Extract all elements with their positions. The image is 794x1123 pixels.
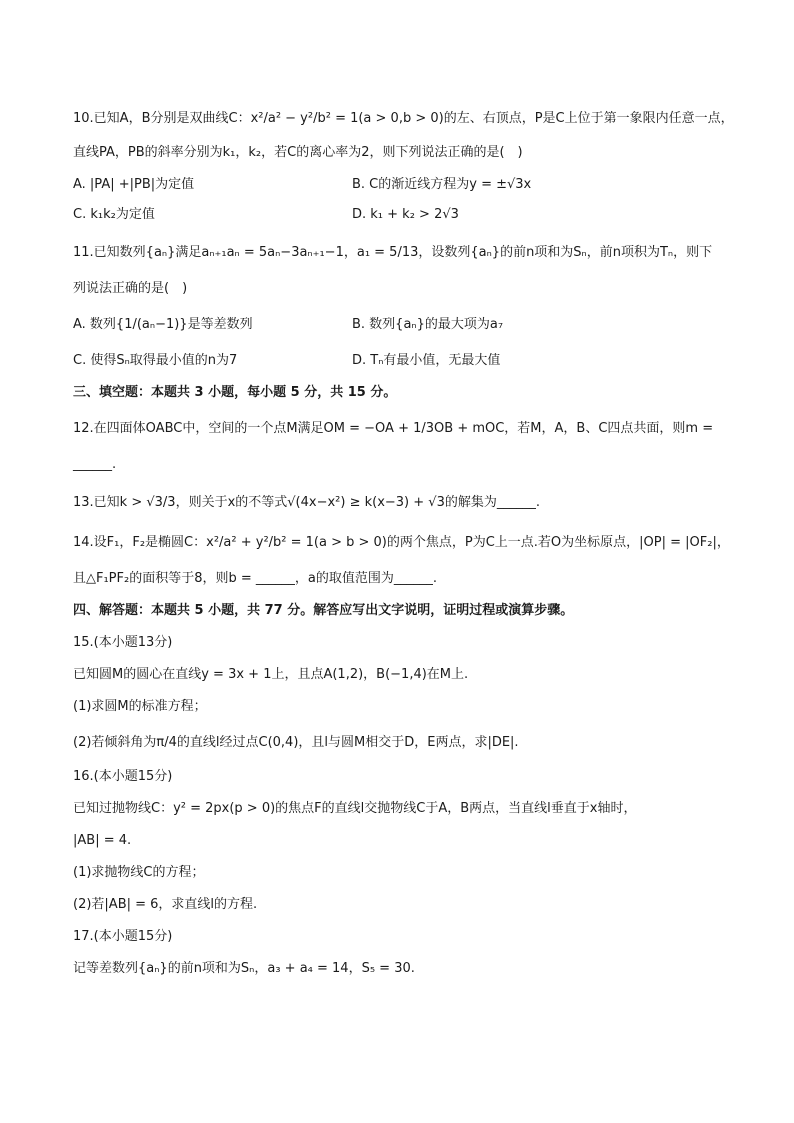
section-4-heading: 四、解答题：本题共 5 小题，共 77 分。解答应写出文字说明，证明过程或演算步骤。 bbox=[73, 603, 574, 618]
q16-stem-line1: 已知过抛物线C：y² = 2px(p > 0)的焦点F的直线l交抛物线C于A，B两点，当直线l垂直于x轴时， bbox=[73, 801, 637, 816]
q10-line1: 10.已知A，B分别是双曲线C：x²/a² − y²/b² = 1(a > 0,b > 0)的左、右顶点，P是C上位于第一象限内任意一点， bbox=[73, 111, 734, 126]
q16-part2: (2)若|AB| = 6，求直线l的方程. bbox=[73, 897, 258, 912]
q14-line1: 14.设F₁，F₂是椭圆C：x²/a² + y²/b² = 1(a > b > 0)的两个焦点，P为C上一点.若O为坐标原点，|OP| = |OF₂|， bbox=[73, 535, 730, 550]
q15-heading: 15.(本小题13分) bbox=[73, 635, 173, 650]
q11-option-b: B. 数列{aₙ}的最大项为a₇ bbox=[352, 317, 504, 332]
q16-stem-line2: |AB| = 4. bbox=[73, 833, 132, 848]
q10-option-a: A. |PA| +|PB|为定值 bbox=[73, 177, 195, 192]
q14-line2: 且△F₁PF₂的面积等于8，则b = ______，a的取值范围为______. bbox=[73, 571, 437, 586]
q11-option-d: D. Tₙ有最小值，无最大值 bbox=[352, 353, 501, 368]
q16-heading: 16.(本小题15分) bbox=[73, 769, 173, 784]
q16-part1: (1)求抛物线C的方程； bbox=[73, 865, 205, 880]
q11-option-c: C. 使得Sₙ取得最小值的n为7 bbox=[73, 353, 238, 368]
q12-line1: 12.在四面体OABC中，空间的一个点M满足OM = −OA + 1/3OB + mOC，若M，A，B、C四点共面，则m = bbox=[73, 421, 714, 436]
q10-option-d: D. k₁ + k₂ > 2√3 bbox=[352, 207, 459, 222]
q15-part2: (2)若倾斜角为π/4的直线l经过点C(0,4)，且l与圆M相交于D，E两点，求|DE|. bbox=[73, 735, 519, 750]
q13-line: 13.已知k > √3/3，则关于x的不等式√(4x−x²) ≥ k(x−3) + √3的解集为______. bbox=[73, 495, 540, 510]
q17-stem: 记等差数列{aₙ}的前n项和为Sₙ，a₃ + a₄ = 14，S₅ = 30. bbox=[73, 961, 415, 976]
q12-line2: ______. bbox=[73, 457, 117, 472]
q10-option-b: B. C的渐近线方程为y = ±√3x bbox=[352, 177, 532, 192]
q15-stem: 已知圆M的圆心在直线y = 3x + 1上，且点A(1,2)，B(−1,4)在M上. bbox=[73, 667, 469, 682]
q10-line2: 直线PA，PB的斜率分别为k₁，k₂，若C的离心率为2，则下列说法正确的是( ) bbox=[73, 145, 523, 160]
q11-line2: 列说法正确的是( ) bbox=[73, 281, 188, 296]
q10-option-c: C. k₁k₂为定值 bbox=[73, 207, 155, 222]
q15-part1: (1)求圆M的标准方程； bbox=[73, 699, 207, 714]
section-3-heading: 三、填空题：本题共 3 小题，每小题 5 分，共 15 分。 bbox=[73, 385, 397, 400]
q11-option-a: A. 数列{1/(aₙ−1)}是等差数列 bbox=[73, 317, 253, 332]
q17-heading: 17.(本小题15分) bbox=[73, 929, 173, 944]
q11-line1: 11.已知数列{aₙ}满足aₙ₊₁aₙ = 5aₙ−3aₙ₊₁−1，a₁ = 5/13，设数列{aₙ}的前n项和为Sₙ，前n项积为Tₙ，则下 bbox=[73, 245, 713, 260]
